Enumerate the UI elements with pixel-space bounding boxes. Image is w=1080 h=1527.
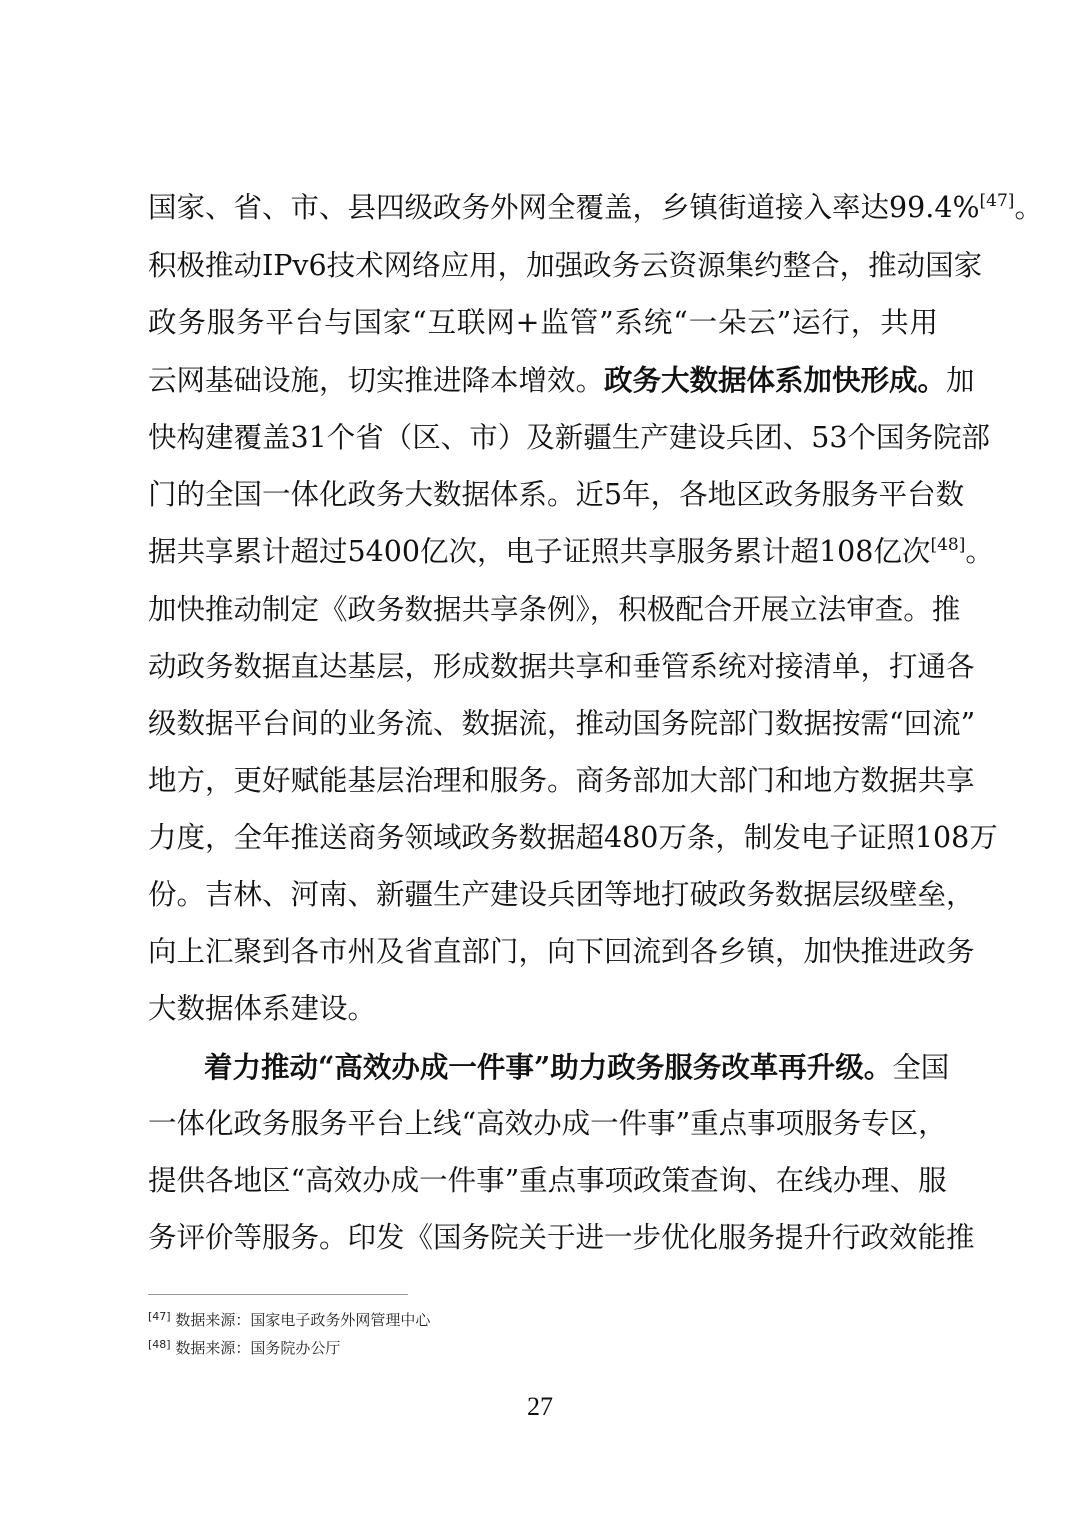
footnote-text: 数据来源：国家电子政务外网管理中心 <box>175 1311 431 1329</box>
body-line: 份。吉林、河南、新疆生产建设兵团等地打破政务数据层级壁垒， <box>148 878 975 911</box>
body-line <box>148 352 975 408</box>
body-line: 门的全国一体化政务大数据体系。近5年，各地区政务服务平台数 <box>148 478 965 511</box>
footnote-48 <box>148 1335 340 1361</box>
body-line <box>148 180 1043 236</box>
footnote-ref[interactable]: [47] <box>979 191 1015 211</box>
footnote-ref[interactable]: [48] <box>930 535 966 555</box>
line-text: 全国 <box>892 1051 950 1084</box>
footnote-text: 数据来源：国务院办公厅 <box>175 1339 341 1357</box>
body-line: 级数据平台间的业务流、数据流，推动国务院部门数据按需“回流” <box>148 707 976 740</box>
body-line: 加快推动制定《政务数据共享条例》，积极配合开展立法审查。推 <box>148 593 961 626</box>
body-line: 务评价等服务。印发《国务院关于进一步优化服务提升行政效能推 <box>148 1221 975 1254</box>
body-line: 一体化政务服务平台上线“高效办成一件事”重点事项服务专区， <box>148 1107 947 1140</box>
body-line: 地方，更好赋能基层治理和服务。商务部加大部门和地方数据共享 <box>148 764 975 797</box>
line-text: 据共享累计超过5400亿次，电子证照共享服务累计超108亿次 <box>148 535 931 568</box>
bold-heading: 政务大数据体系加快形成。 <box>604 363 947 397</box>
body-line: 向上汇聚到各市州及省直部门，向下回流到各乡镇，加快推进政务 <box>148 935 975 968</box>
line-text: 国家、省、市、县四级政务外网全覆盖，乡镇街道接入率达99.4% <box>148 191 980 224</box>
body-line <box>204 1039 950 1095</box>
body-line: 政务服务平台与国家“互联网+监管”系统“一朵云”运行，共用 <box>148 306 938 339</box>
line-text: 。 <box>965 535 994 568</box>
line-text: 加 <box>946 364 975 397</box>
line-text: 云网基础设施，切实推进降本增效。 <box>148 364 605 397</box>
body-line: 快构建覆盖31个省（区、市）及新疆生产建设兵团、53个国务院部 <box>148 421 991 454</box>
footnote-marker: [47] <box>148 1310 171 1323</box>
body-line: 力度，全年推送商务领域政务数据超480万条，制发电子证照108万 <box>148 821 998 854</box>
footnote-divider <box>148 1294 408 1295</box>
bold-heading: 着力推动“高效办成一件事”助力政务服务改革再升级。 <box>204 1050 893 1084</box>
body-line: 积极推动IPv6技术网络应用，加强政务云资源集约整合，推动国家 <box>148 249 983 282</box>
body-line <box>148 524 994 580</box>
body-line: 提供各地区“高效办成一件事”重点事项政策查询、在线办理、服 <box>148 1164 947 1197</box>
body-line: 大数据体系建设。 <box>148 992 377 1025</box>
footnote-marker: [48] <box>148 1338 171 1351</box>
page-number: 27 <box>527 1392 553 1421</box>
footnote-47 <box>148 1307 430 1333</box>
line-text: 。 <box>1014 191 1043 224</box>
body-line: 动政务数据直达基层，形成数据共享和垂管系统对接清单，打通各 <box>148 650 975 683</box>
